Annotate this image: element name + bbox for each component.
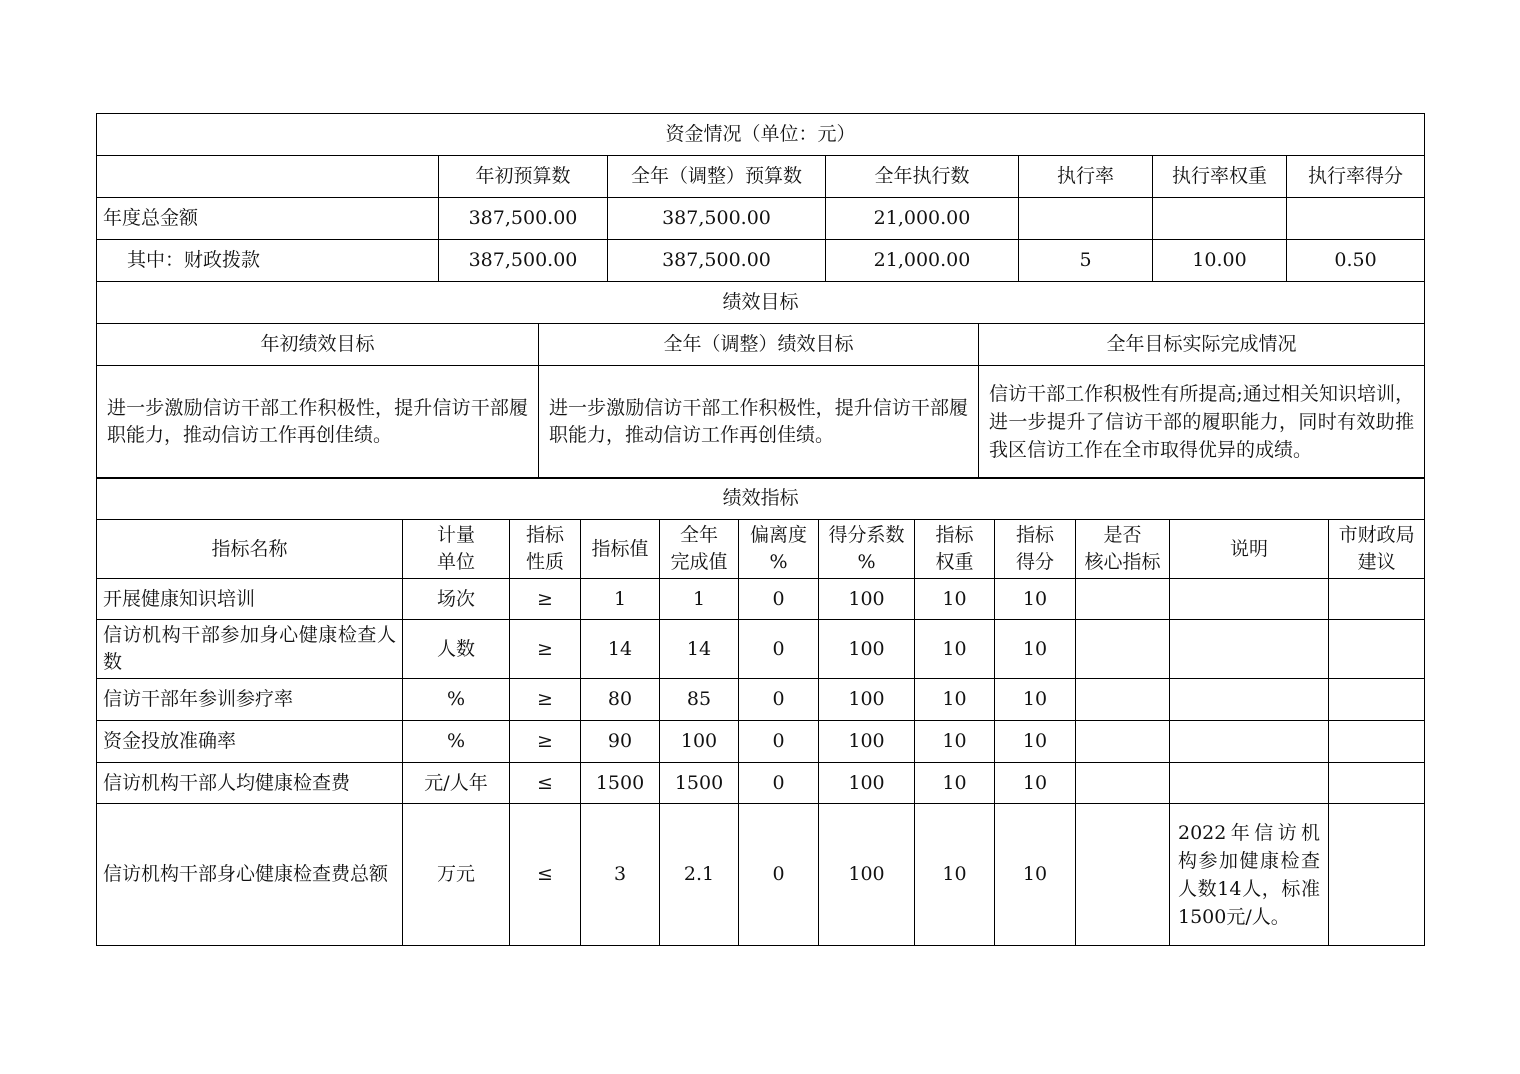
indicator-advice bbox=[1329, 721, 1425, 763]
indicator-target: 14 bbox=[581, 620, 660, 679]
funds-header-weight: 执行率权重 bbox=[1153, 156, 1287, 198]
funds-cell: 21,000.00 bbox=[826, 240, 1019, 282]
indicator-weight: 10 bbox=[915, 579, 995, 620]
indicator-score: 10 bbox=[995, 679, 1076, 721]
indicator-advice bbox=[1329, 763, 1425, 804]
header-score: 指标 得分 bbox=[995, 520, 1076, 579]
funds-row-label: 年度总金额 bbox=[97, 198, 439, 240]
funds-row-fiscal bbox=[97, 240, 1425, 282]
indicator-note bbox=[1170, 620, 1329, 679]
indicator-name: 信访干部年参训参疗率 bbox=[97, 679, 403, 721]
indicator-unit: % bbox=[403, 721, 510, 763]
indicator-nature: ≥ bbox=[510, 579, 581, 620]
funds-header-rate: 执行率 bbox=[1019, 156, 1153, 198]
indicator-note bbox=[1170, 763, 1329, 804]
indicator-core bbox=[1076, 579, 1170, 620]
indicator-name: 信访机构干部身心健康检查费总额 bbox=[97, 804, 403, 946]
funds-cell: 387,500.00 bbox=[608, 198, 826, 240]
indicator-score: 10 bbox=[995, 804, 1076, 946]
indicator-target: 3 bbox=[581, 804, 660, 946]
indicator-nature: ≥ bbox=[510, 679, 581, 721]
header-unit: 计量 单位 bbox=[403, 520, 510, 579]
indicator-actual: 14 bbox=[660, 620, 739, 679]
funds-cell: 387,500.00 bbox=[439, 198, 608, 240]
indicator-deviation: 0 bbox=[739, 763, 819, 804]
header-weight: 指标 权重 bbox=[915, 520, 995, 579]
indicator-unit: 场次 bbox=[403, 579, 510, 620]
indicator-deviation: 0 bbox=[739, 620, 819, 679]
indicator-deviation: 0 bbox=[739, 721, 819, 763]
indicator-name: 资金投放准确率 bbox=[97, 721, 403, 763]
funds-header-score: 执行率得分 bbox=[1287, 156, 1425, 198]
goals-header-initial: 年初绩效目标 bbox=[97, 324, 539, 366]
funds-cell: 10.00 bbox=[1153, 240, 1287, 282]
indicator-actual: 85 bbox=[660, 679, 739, 721]
funds-header-blank bbox=[97, 156, 439, 198]
indicator-coef: 100 bbox=[819, 679, 915, 721]
header-note: 说明 bbox=[1170, 520, 1329, 579]
indicator-name: 开展健康知识培训 bbox=[97, 579, 403, 620]
indicator-target: 90 bbox=[581, 721, 660, 763]
indicator-note bbox=[1170, 579, 1329, 620]
funds-title: 资金情况（单位：元） bbox=[97, 114, 1425, 156]
table-row bbox=[97, 721, 1425, 763]
indicator-unit: % bbox=[403, 679, 510, 721]
header-name: 指标名称 bbox=[97, 520, 403, 579]
indicators-title: 绩效指标 bbox=[97, 478, 1425, 520]
indicator-nature: ≤ bbox=[510, 804, 581, 946]
table-row bbox=[97, 804, 1425, 946]
indicator-score: 10 bbox=[995, 579, 1076, 620]
indicator-coef: 100 bbox=[819, 804, 915, 946]
indicator-advice bbox=[1329, 579, 1425, 620]
funds-cell bbox=[1287, 198, 1425, 240]
indicator-nature: ≥ bbox=[510, 620, 581, 679]
indicator-weight: 10 bbox=[915, 721, 995, 763]
table-row bbox=[97, 579, 1425, 620]
goals-adjusted-text: 进一步激励信访干部工作积极性，提升信访干部履职能力，推动信访工作再创佳绩。 bbox=[539, 366, 979, 479]
indicator-core bbox=[1076, 620, 1170, 679]
indicator-note bbox=[1170, 721, 1329, 763]
indicator-weight: 10 bbox=[915, 620, 995, 679]
indicator-score: 10 bbox=[995, 620, 1076, 679]
indicator-core bbox=[1076, 721, 1170, 763]
header-core: 是否 核心指标 bbox=[1076, 520, 1170, 579]
indicator-coef: 100 bbox=[819, 763, 915, 804]
indicator-actual: 1500 bbox=[660, 763, 739, 804]
indicator-target: 1500 bbox=[581, 763, 660, 804]
funds-cell: 5 bbox=[1019, 240, 1153, 282]
indicators-header-row bbox=[97, 520, 1425, 579]
indicator-weight: 10 bbox=[915, 763, 995, 804]
funds-header-adjusted: 全年（调整）预算数 bbox=[608, 156, 826, 198]
header-deviation: 偏离度 % bbox=[739, 520, 819, 579]
indicator-deviation: 0 bbox=[739, 804, 819, 946]
goals-header-actual: 全年目标实际完成情况 bbox=[979, 324, 1425, 366]
indicator-note bbox=[1170, 679, 1329, 721]
indicator-coef: 100 bbox=[819, 620, 915, 679]
goals-actual-text: 信访干部工作积极性有所提高;通过相关知识培训，进一步提升了信访干部的履职能力，同时有效助推我区信访工作在全市取得优异的成绩。 bbox=[979, 366, 1425, 479]
goals-header-adjusted: 全年（调整）绩效目标 bbox=[539, 324, 979, 366]
header-advice: 市财政局 建议 bbox=[1329, 520, 1425, 579]
indicator-actual: 1 bbox=[660, 579, 739, 620]
indicator-coef: 100 bbox=[819, 579, 915, 620]
indicator-core bbox=[1076, 679, 1170, 721]
funds-header-executed: 全年执行数 bbox=[826, 156, 1019, 198]
indicator-nature: ≥ bbox=[510, 721, 581, 763]
funds-cell: 387,500.00 bbox=[439, 240, 608, 282]
indicator-coef: 100 bbox=[819, 721, 915, 763]
indicator-unit: 人数 bbox=[403, 620, 510, 679]
table-row bbox=[97, 679, 1425, 721]
indicator-weight: 10 bbox=[915, 804, 995, 946]
indicator-weight: 10 bbox=[915, 679, 995, 721]
indicator-score: 10 bbox=[995, 721, 1076, 763]
funds-row-total bbox=[97, 198, 1425, 240]
indicator-deviation: 0 bbox=[739, 579, 819, 620]
indicator-advice bbox=[1329, 804, 1425, 946]
indicator-nature: ≤ bbox=[510, 763, 581, 804]
funds-goals-table bbox=[96, 113, 1425, 479]
indicator-core bbox=[1076, 804, 1170, 946]
table-row bbox=[97, 620, 1425, 679]
indicator-advice bbox=[1329, 620, 1425, 679]
header-actual: 全年 完成值 bbox=[660, 520, 739, 579]
indicator-actual: 2.1 bbox=[660, 804, 739, 946]
indicator-score: 10 bbox=[995, 763, 1076, 804]
header-nature: 指标 性质 bbox=[510, 520, 581, 579]
indicator-actual: 100 bbox=[660, 721, 739, 763]
funds-cell: 387,500.00 bbox=[608, 240, 826, 282]
indicator-unit: 万元 bbox=[403, 804, 510, 946]
funds-cell bbox=[1153, 198, 1287, 240]
funds-cell: 21,000.00 bbox=[826, 198, 1019, 240]
indicator-name: 信访机构干部参加身心健康检查人数 bbox=[97, 620, 403, 679]
indicator-target: 80 bbox=[581, 679, 660, 721]
indicator-deviation: 0 bbox=[739, 679, 819, 721]
funds-cell: 0.50 bbox=[1287, 240, 1425, 282]
goals-title: 绩效目标 bbox=[97, 282, 1425, 324]
indicator-note: 2022年信访机构参加健康检查人数14人，标准1500元/人。 bbox=[1170, 804, 1329, 946]
indicators-table bbox=[96, 477, 1425, 946]
indicator-unit: 元/人年 bbox=[403, 763, 510, 804]
funds-cell bbox=[1019, 198, 1153, 240]
indicator-advice bbox=[1329, 679, 1425, 721]
indicator-core bbox=[1076, 763, 1170, 804]
indicator-name: 信访机构干部人均健康检查费 bbox=[97, 763, 403, 804]
goals-initial-text: 进一步激励信访干部工作积极性，提升信访干部履职能力，推动信访工作再创佳绩。 bbox=[97, 366, 539, 479]
indicator-target: 1 bbox=[581, 579, 660, 620]
header-target: 指标值 bbox=[581, 520, 660, 579]
table-row bbox=[97, 763, 1425, 804]
header-coef: 得分系数 % bbox=[819, 520, 915, 579]
funds-header-initial: 年初预算数 bbox=[439, 156, 608, 198]
funds-row-label: 其中：财政拨款 bbox=[97, 240, 439, 282]
